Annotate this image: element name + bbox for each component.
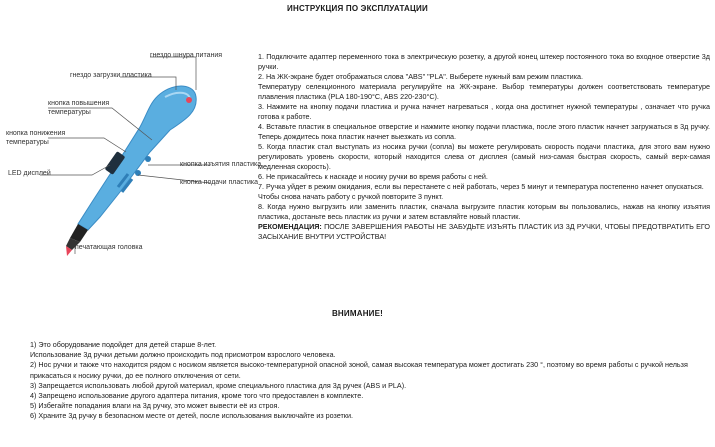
label-unload-button: кнопка изъятия пластика	[180, 161, 262, 168]
label-feed-button: кнопка подачи пластика	[180, 179, 259, 186]
recommendation	[258, 222, 710, 242]
label-led-display: LED дисплей	[8, 170, 51, 177]
instruction-step: 1. Подключите адаптер переменного тока в электрическую розетку, а другой конец штекер постоянного тока во входное отверстие 3д ручки.	[258, 52, 710, 71]
instruction-step: 7. Ручка уйдет в режим ожидания, если вы перестанете с ней работать, через 5 минут и температура постепенно начнет опускаться.	[258, 182, 704, 191]
warning-title: ВНИМАНИЕ!	[331, 309, 384, 318]
warning-item: 4) Запрещено использование другого адаптера питания, кроме того что предоставлен в комплекте.	[30, 391, 364, 401]
warning-item: 5) Избегайте попадания влаги на 3д ручку, это может вывести её из строя.	[30, 401, 280, 411]
page-title: ИНСТРУКЦИЯ ПО ЭКСПЛУАТАЦИИ	[287, 4, 428, 13]
instruction-step: Чтобы снова начать работу с ручкой повторите 3 пункт.	[258, 192, 444, 201]
recommendation-text: ПОСЛЕ ЗАВЕРШЕНИЯ РАБОТЫ НЕ ЗАБУДЬТЕ ИЗЪЯТЬ ПЛАСТИК ИЗ 3Д РУЧКИ, ЧТОБЫ ПРЕДОТВРАТИТЬ ЕГО ЗАСЫХАНИЕ ВНУТРИ УСТРОЙСТВА!	[258, 222, 710, 241]
instruction-step: 3. Нажмите на кнопку подачи пластика и ручка начнет нагреваться , когда она достигнет нужной температуры , означает что ручка готова к работе.	[258, 102, 710, 121]
instruction-step: Температуру селекционного материала регулируйте на ЖК-экране. Выбор температуры должен соответствовать температуре плавления пластика (PLA 180-190°C, ABS 220-230°C).	[258, 82, 710, 101]
instruction-step: 5. Когда пластик стал выступать из носика ручки (сопла) вы можете регулировать скорость подачи пластика, для этого вам нужно регулировать уровень скорости, который находится слева от дисплея (самый низ-самая быстрая скорость, самый верх-самая медленная скорость).	[258, 142, 710, 171]
label-temp-up: кнопка повышения температуры	[48, 100, 110, 116]
label-filament-slot: гнездо загрузки пластика	[70, 72, 152, 79]
warning-item: 1) Это оборудование подойдет для детей старше 8-лет.	[30, 340, 217, 349]
instruction-step: 6. Не прикасайтесь к наскаде и носику ручки во время работы с ней.	[258, 172, 488, 181]
instruction-step: 4. Вставьте пластик в специальное отверстие и нажмите кнопку подачи пластика, после этого пластик начнет загружаться в 3д ручку. Теперь дождитесь пока пластик начнет выезжать из сопла.	[258, 122, 710, 141]
label-nozzle: печатающая головка	[75, 244, 143, 251]
warning-item: 3) Запрещается использовать любой другой материал, кроме специального пластика для 3д ручек (ABS и PLA).	[30, 380, 407, 390]
instruction-step: 2. На ЖК-экране будет отображаться слова "ABS" "PLA". Выберете нужный вам режим пластика.	[258, 72, 583, 81]
label-power-port: гнездо шнура питания	[150, 52, 223, 59]
warning-item: 2) Нос ручки и также что находится рядом с носиком является высоко-температурной опасной зоной, самая высокая температура может достигать 230 °, поэтому во время работы с ручкой нельзя прикасаться к носику ручки, до ее полного отключения от сети.	[30, 360, 688, 380]
instructions-list	[258, 52, 710, 242]
label-temp-down: кнопка понижения температуры	[6, 130, 66, 146]
instruction-step: 8. Когда нужно выгрузить или заменить пластик, сначала выгрузите пластик которым вы пользовались, нажав на кнопку изъятия пластика, достаньте весь пластик из ручки и затем вставляйте новый пластик.	[258, 202, 710, 221]
recommendation-label: РЕКОМЕНДАЦИЯ:	[258, 222, 322, 231]
warning-item: Использование 3д ручки детьми должно происходить под присмотром взрослого человека.	[30, 350, 336, 360]
warning-item: 6) Храните 3д ручку в безопасном месте от детей, после использования выключайте из розетки.	[30, 411, 353, 421]
warning-list	[30, 340, 695, 422]
pen-diagram	[0, 42, 275, 267]
